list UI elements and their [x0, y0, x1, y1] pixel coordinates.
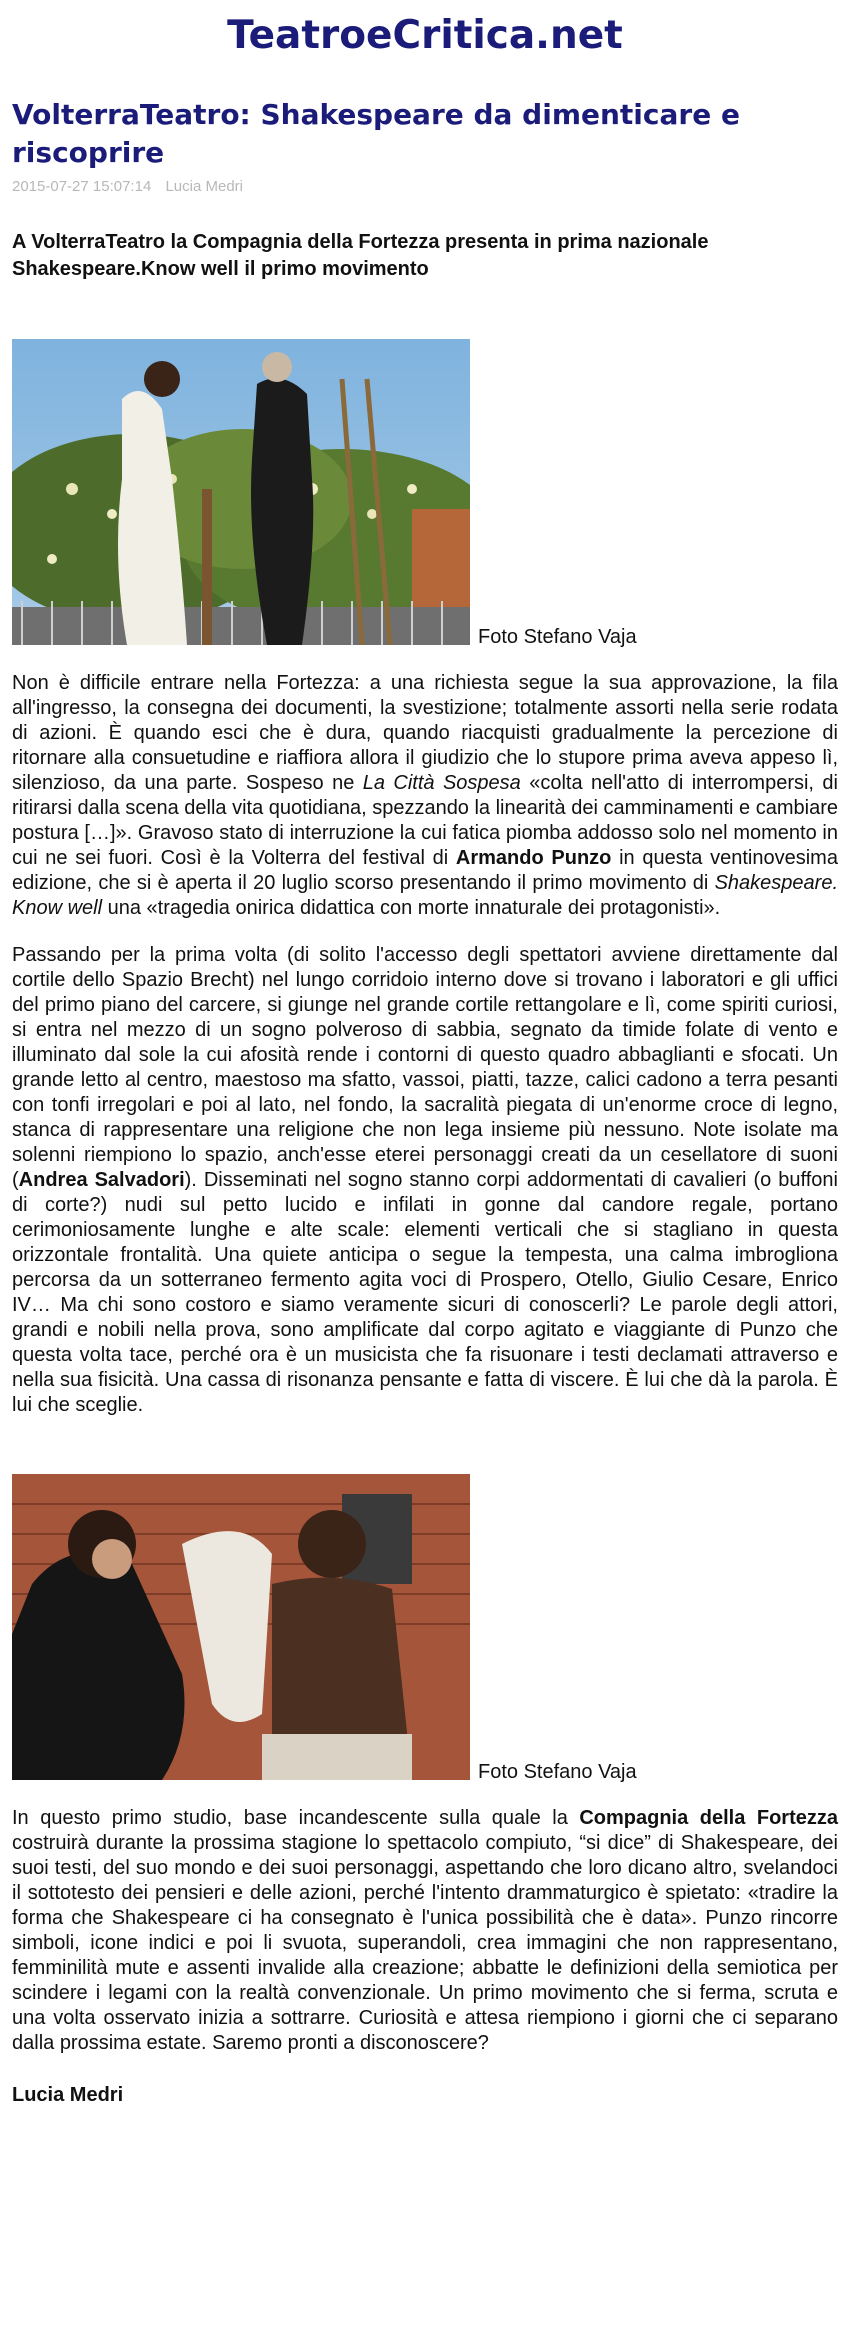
article-title: VolterraTeatro: Shakespeare da dimenticare e riscoprire — [12, 98, 740, 169]
site-title[interactable]: TeatroeCritica.net — [227, 13, 623, 58]
stage-photo-2 — [12, 1474, 470, 1780]
text-segment: una «tragedia onirica didattica con morte innaturale dei protagonisti». — [102, 897, 721, 919]
bold-name-compagnia-della-fortezza: Compagnia della Fortezza — [579, 1807, 838, 1829]
text-segment: In questo primo studio, base incandescente sulla quale la — [12, 1807, 580, 1829]
article-paragraph-2 — [12, 943, 838, 1418]
photo-2-image — [12, 1474, 470, 1780]
text-segment: Non è difficile entrare nella Fortezza: a una richiesta segue la sua approvazione, la fila all'ingresso, la consegna dei documenti, la svestizione; totalmente assorti nella serie rodata di azioni. È quando esci che è dura, quando riacquisti gradualmente la percezione di ritornare alla consuetudine e riaffiora allora il giudizio che lo stupore prima aveva appeso lì, silenzioso, da una parte. Sospeso ne — [12, 672, 838, 794]
text-segment: ). Disseminati nel sogno stanno corpi addormentati di cavalieri (o buffoni di corte?) nudi sul petto lucido e infilati in gonne dal candore regale, portano cerimoniosamente lunghe e alte scale: elementi verticali che si stagliano in questa orizzontale frontalità. Una quiete anticipa o segue la tempesta, una calma imbroglionа percorsa da un sotterraneo fermento agita voci di Prospero, Otello, Giulio Cesare, Enrico IV… Ma chi sono costoro e siamo veramente sicuri di conoscerli? Le parole degli attori, grandi e nobili nella prova, sono amplificate dal corpo agitato e viaggiante di Punzo che questa volta tace, perché ora è un musicista che fa risuonare i testi declamati attraverso e nella sua fisicità. Una cassa di risonanza pensante e fatta di viscere. È lui che dà la parola. È lui che sceglie. — [12, 1169, 838, 1416]
photo-1-caption: Foto Stefano Vaja — [478, 626, 637, 648]
article-date: 2015-07-27 15:07:14 — [12, 178, 152, 195]
article-paragraph-1 — [12, 671, 838, 921]
text-segment: costruirà durante la prossima stagione lo spettacolo compiuto, “si dice” di Shakespeare, dei suoi testi, del suo mondo e dei suoi personaggi, aspettando che loro dicano altro, svelandoci il sottotesto dei pensieri e delle azioni, perché l'intento drammaturgico è spietato: «tradire la forma che Shakespeare ci ha consegnato è l'unica possibilità che è data». Punzo rincorre simboli, icone indici e poi li svuota, superandoli, crea immagini che non rappresentano, femminilità mute e assenti invalide alla creazione; abbatte le definizioni della semiotica per scindere i legami con la realtà convenzionale. Un primo movimento che si ferma, scruta e una volta osservato inizia a sottrarre. Curiosità e attesa riempiono i giorni che ci separano dalla prossima estate. Saremo pronti a disconoscere? — [12, 1832, 838, 2054]
article-meta — [12, 178, 838, 195]
text-segment: «colta nell'atto di interrompersi, di ritirarsi dalla scena della vita quotidiana, spezzando la linearità dei camminamenti e cambiare postura […]». Gravoso stato di interruzione la cui fatica piomba addosso solo nel momento in cui ne sei fuori. Così è la Volterra del festival di — [12, 772, 838, 869]
photo-2-caption: Foto Stefano Vaja — [478, 1761, 637, 1783]
photo-figure-1 — [12, 339, 838, 648]
article-author: Lucia Medri — [165, 178, 244, 195]
article-page — [12, 0, 838, 2107]
bold-name-armando-punzo: Armando Punzo — [455, 847, 612, 869]
text-segment: in questa ventinovesima edizione, che si è aperta il 20 luglio scorso presentando il primo movimento di — [12, 847, 838, 894]
italic-title-citta-sospesa: La Città Sospesa — [362, 772, 521, 794]
bold-name-andrea-salvadori: Andrea Salvadori — [18, 1169, 185, 1191]
article-paragraph-3 — [12, 1806, 838, 2056]
stage-photo-1 — [12, 339, 470, 645]
photo-figure-2 — [12, 1474, 838, 1783]
article-lead: A VolterraTeatro la Compagnia della Fortezza presenta in prima nazionale Shakespeare.Know well il primo movimento — [12, 231, 709, 280]
photo-1-image — [12, 339, 470, 645]
article-signature: Lucia Medri — [12, 2084, 124, 2106]
text-segment: Passando per la prima volta (di solito l'accesso degli spettatori avviene direttamente dal cortile dello Spazio Brecht) nel lungo corridoio interno dove si trovano i laboratori e gli uffici del primo piano del carcere, si giunge nel grande cortile rettangolare e lì, come spiriti curiosi, si entra nel mezzo di un sogno polveroso di sabbia, segnato da timide folate di vento e illuminato dal sole la cui afosità rende i contorni di questo quadro abbaglianti e sfocati. Un grande letto al centro, maestoso ma sfatto, vassoi, piatti, tazze, calici cadono a terra pesanti con tonfi irregolari e poi al lato, nel fondo, la sacralità piegata di un'enorme croce di legno, stanca di rappresentare una religione che non lega insieme più nessuno. Note isolate ma solenni riempiono lo spazio, anch'esse eterei personaggi creati da un cesellatore di suoni ( — [12, 944, 838, 1191]
italic-title-shakespeare: Shakespeare. Know well — [12, 872, 838, 919]
